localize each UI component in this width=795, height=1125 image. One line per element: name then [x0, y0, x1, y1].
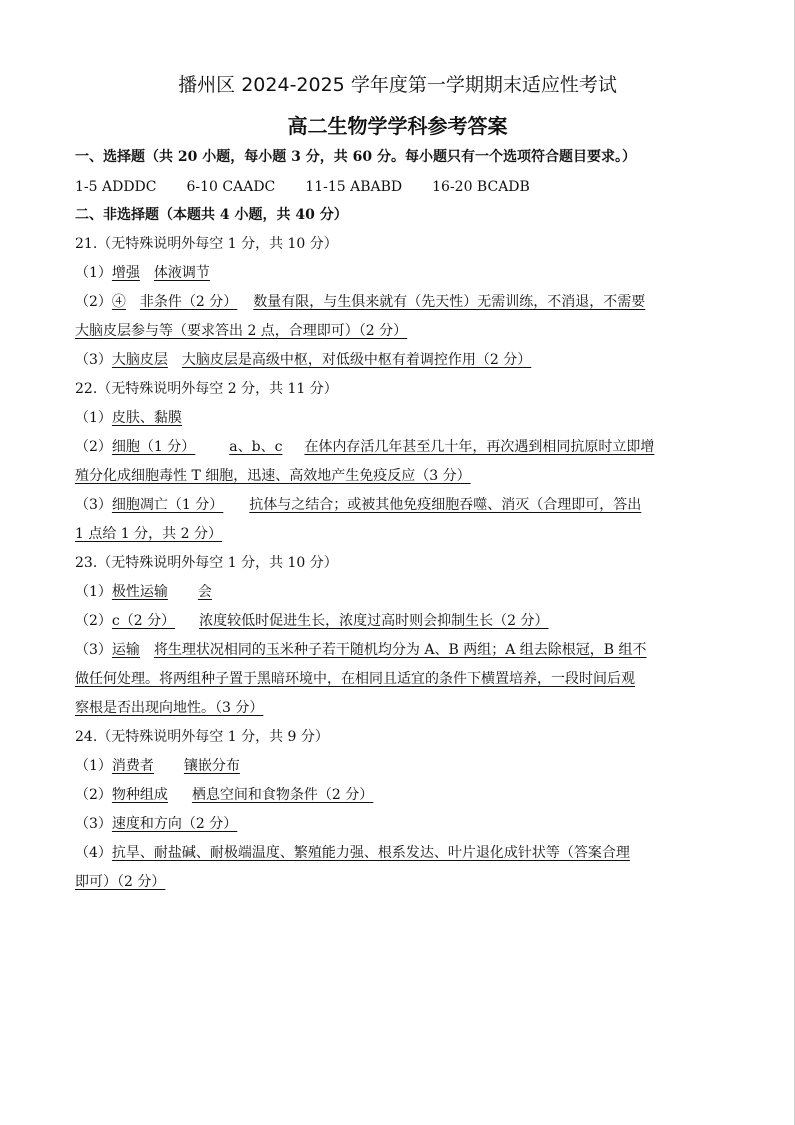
- part-number: （3）: [75, 642, 112, 658]
- q22-p2-answer-b: a、b、c: [229, 439, 283, 455]
- q23-p2-answer-b: 浓度较低时促进生长，浓度过高时则会抑制生长（2 分）: [199, 613, 549, 629]
- part-number: （2）: [75, 294, 112, 310]
- answers-16-20: 16-20 BCADB: [432, 179, 530, 195]
- q24-p2-answer-b: 栖息空间和食物条件（2 分）: [191, 787, 374, 803]
- q21-p1-answer-b: 体液调节: [153, 265, 210, 281]
- q24-p4-answer-a: 抗旱、耐盐碱、耐极端温度、繁殖能力强、根系发达、叶片退化成针状等（答案合理: [111, 845, 630, 861]
- part-number: （4）: [75, 845, 112, 861]
- q21-p2-answer-a: ④: [111, 294, 126, 310]
- q21-p2-answer-c-cont: 大脑皮层参与等（要求答出 2 点，合理即可）（2 分）: [75, 323, 408, 339]
- q21-part2-cont: [75, 321, 725, 341]
- q21-p3-answer-a: 大脑皮层: [111, 352, 168, 368]
- answers-11-15: 11-15 ABABD: [305, 179, 403, 195]
- q23-part1: [75, 582, 725, 602]
- answers-6-10: 6-10 CAADC: [186, 179, 276, 195]
- q24-p4-answer-a-cont: 即可）（2 分）: [75, 874, 166, 890]
- q21-part3: [75, 350, 725, 370]
- q23-part2: [75, 611, 725, 631]
- part-number: （2）: [75, 787, 112, 803]
- q23-p2-answer-a: c（2 分）: [111, 613, 176, 629]
- q21-p2-answer-c: 数量有限，与生俱来就有（先天性）无需训练，不消退，不需要: [253, 294, 646, 310]
- part-number: （1）: [75, 758, 112, 774]
- q23-part3-cont1: [75, 669, 725, 689]
- q23-p3-answer-b-cont: 做任何处理。将两组种子置于黑暗环境中，在相同且适宜的条件下横置培养，一段时间后观: [75, 671, 635, 687]
- part-number: （1）: [75, 265, 112, 281]
- part-number: （3）: [75, 497, 112, 513]
- q21-header: 21.（无特殊说明外每空 1 分，共 10 分）: [75, 236, 338, 252]
- q22-part3: [75, 495, 725, 515]
- q22-part3-cont: [75, 524, 725, 544]
- part-number: （1）: [75, 410, 112, 426]
- q21-p1-answer-a: 增强: [111, 265, 140, 281]
- q22-p3-answer-b-cont: 1 点给 1 分，共 2 分）: [75, 526, 222, 542]
- q24-p2-answer-a: 物种组成: [111, 787, 168, 803]
- q23-p3-answer-b-cont: 察根是否出现向地性。（3 分）: [75, 700, 264, 716]
- q22-header: 22.（无特殊说明外每空 2 分，共 11 分）: [75, 381, 338, 397]
- q22-part2: [75, 437, 725, 457]
- choice-answers: [75, 177, 725, 197]
- answers-1-5: 1-5 ADDDC: [75, 179, 157, 195]
- q23-header: 23.（无特殊说明外每空 1 分，共 10 分）: [75, 555, 338, 571]
- part-number: （1）: [75, 584, 112, 600]
- q24-part3: [75, 814, 725, 834]
- q22-part1: [75, 408, 725, 428]
- q24-part4-cont: [75, 872, 725, 892]
- part-number: （2）: [75, 439, 112, 455]
- q24-header: 24.（无特殊说明外每空 1 分，共 9 分）: [75, 729, 329, 745]
- q22-p3-answer-b: 抗体与之结合；或被其他免疫细胞吞噬、消灭（合理即可，答出: [249, 497, 642, 513]
- q21-p3-answer-b: 大脑皮层是高级中枢，对低级中枢有着调控作用（2 分）: [181, 352, 532, 368]
- q22-p2-answer-c: 在体内存活几年甚至几十年，再次遇到相同抗原时立即增: [304, 439, 655, 455]
- part-number: （2）: [75, 613, 112, 629]
- q22-part2-cont: [75, 466, 725, 486]
- q24-p3-answer-a: 速度和方向（2 分）: [111, 816, 238, 832]
- q23-p1-answer-b: 会: [197, 584, 212, 600]
- q21-part1: [75, 263, 725, 283]
- q21-part2: [75, 292, 725, 312]
- q24-part2: [75, 785, 725, 805]
- answer-key-title: 高二生物学学科参考答案: [287, 114, 508, 138]
- q21-p2-answer-b: 非条件（2 分）: [139, 294, 238, 310]
- q23-part3: [75, 640, 725, 660]
- q24-p1-answer-a: 消费者: [111, 758, 154, 774]
- q22-p1-answer-a: 皮肤、黏膜: [111, 410, 182, 426]
- q22-p3-answer-a: 细胞凋亡（1 分）: [111, 497, 224, 513]
- q23-p3-answer-b: 将生理状况相同的玉米种子若干随机均分为 A、B 两组；A 组去除根冠，B 组不: [153, 642, 647, 658]
- q24-p1-answer-b: 镶嵌分布: [183, 758, 240, 774]
- q23-p1-answer-a: 极性运输: [111, 584, 168, 600]
- q22-p2-answer-a: 细胞（1 分）: [111, 439, 196, 455]
- part-number: （3）: [75, 352, 112, 368]
- part-number: （3）: [75, 816, 112, 832]
- q24-part4: [75, 843, 725, 863]
- q22-p2-answer-c-cont: 殖分化成细胞毒性 T 细胞，迅速、高效地产生免疫反应（3 分）: [75, 468, 471, 484]
- section1-heading: 一、选择题（共 20 小题，每小题 3 分，共 60 分。每小题只有一个选项符合题目要求。）: [75, 149, 636, 165]
- q23-part3-cont2: [75, 698, 725, 718]
- exam-title: 播州区 2024-2025 学年度第一学期期末适应性考试: [178, 74, 617, 96]
- q23-p3-answer-a: 运输: [111, 642, 140, 658]
- section2-heading: 二、非选择题（本题共 4 小题，共 40 分）: [75, 207, 348, 223]
- q24-part1: [75, 756, 725, 776]
